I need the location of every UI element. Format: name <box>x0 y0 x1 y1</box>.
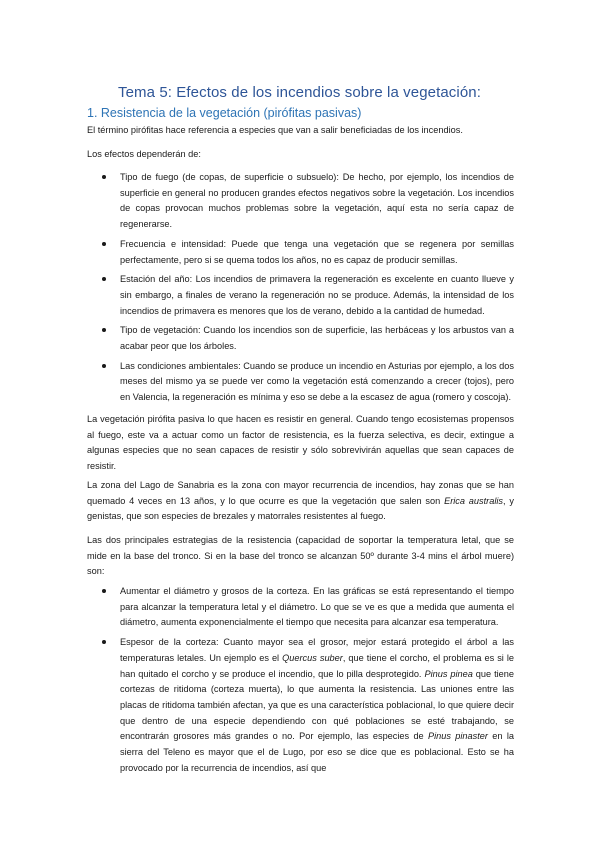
page-title: Tema 5: Efectos de los incendios sobre la vegetación: <box>117 84 481 101</box>
bullet-icon <box>102 640 106 644</box>
effects-list <box>87 170 514 410</box>
list-item: Aumentar el diámetro y grosos de la corteza. En las gráficas se está representando el tiempo para alcanzar la temperatura letal y el diámetro. Lo que se ve es que a medida que aumenta el diámetro, aumenta exponencialmente el tiempo que necesita para alcanzar esa temperatura. <box>87 584 514 631</box>
bullet-icon <box>102 589 106 593</box>
list-item: Frecuencia e intensidad: Puede que tenga una vegetación que se regenera por semillas perfectamente, pero si se quema todos los años, no es capaz de producir semillas. <box>87 237 514 268</box>
species-name: Erica australis <box>444 495 504 506</box>
species-name: Pinus pinea <box>424 668 473 679</box>
bullet-icon <box>102 364 106 368</box>
list-item: Estación del año: Los incendios de primavera la regeneración es excelente en cuanto llueve y sin embargo, a finales de verano la regeneración no se produce. Además, la intensidad de los incendios de primavera es menores que los de verano, debido a la cantidad de humedad. <box>87 272 514 319</box>
list-item: Tipo de vegetación: Cuando los incendios son de superficie, las herbáceas y los arbustos van a acabar peor que los árboles. <box>87 323 514 354</box>
passive-paragraph: La vegetación pirófita pasiva lo que hacen es resistir en general. Cuando tengo ecosistemas propensos al fuego, este va a actuar como un factor de resistencia, es la fuerza selectiva, es decir, extingue a algunas especies que no sean capaces de resistir y sólo sobrevivirán aquellas que sean capaces de resistir. <box>87 414 514 472</box>
bullet-icon <box>102 175 106 179</box>
section-heading: 1. Resistencia de la vegetación (pirófitas pasivas) <box>87 106 362 120</box>
effects-lead: Los efectos dependerán de: <box>87 149 201 159</box>
list-item: Tipo de fuego (de copas, de superficie o subsuelo): De hecho, por ejemplo, los incendios de superficie en general no producen grandes efectos negativos sobre la vegetación. Los incendios de copas provocan muchos problemas sobre la vegetación, aquí esta no sería capaz de regenerarse. <box>87 170 514 233</box>
species-name: Quercus suber <box>282 652 343 663</box>
strategies-paragraph: Las dos principales estrategias de la resistencia (capacidad de soportar la temperatura letal, que se mide en la base del tronco. Si en la base del tronco se alcanzan 50º durante 3-4 mins el árbol muere) son: <box>87 535 514 577</box>
sanabria-paragraph: La zona del Lago de Sanabria es la zona con mayor recurrencia de incendios, hay zonas que se han quemado 4 veces en 13 años, y lo que ocurre es que la vegetación que salen son Erica australis, y genistas, que son especies de brezales y matorrales resistentes al fuego. <box>87 480 514 522</box>
bullet-icon <box>102 277 106 281</box>
list-item: Las condiciones ambientales: Cuando se produce un incendio en Asturias por ejemplo, a los dos meses del mismo ya se puede ver como la vegetación está comenzando a crecer (tojos), pero en Valencia, la regeneración es mínima y eso se debe a la escasez de agua (romero y coscoja). <box>87 359 514 406</box>
list-item: Espesor de la corteza: Cuanto mayor sea el grosor, mejor estará protegido el árbol a las temperaturas letales. Un ejemplo es el Quercus suber, que tiene el corcho, el problema es si le han quitado el corcho y se produce el incendio, que lo pilla desprotegido. Pinus pinea que tiene cortezas de ritidoma (corteza muerta), lo que aumenta la resistencia. Las uniones entre las placas de ritidoma también afectan, ya que es una característica poblacional, lo que quiere decir que dentro de una especie dependiendo con qué poblaciones se esté trabajando, se encontrarán grosores más grandes o no. Por ejemplo, las especies de Pinus pinaster en la sierra del Teleno es mayor que el de Lugo, por eso se dice que es poblacional. Esto se ha provocado por la recurrencia de incendios, así que <box>87 635 514 776</box>
intro-paragraph: El término pirófitas hace referencia a especies que van a salir beneficiadas de los incendios. <box>87 125 463 135</box>
bullet-icon <box>102 328 106 332</box>
strategies-list <box>87 584 514 780</box>
bullet-icon <box>102 242 106 246</box>
species-name: Pinus pinaster <box>427 731 488 742</box>
